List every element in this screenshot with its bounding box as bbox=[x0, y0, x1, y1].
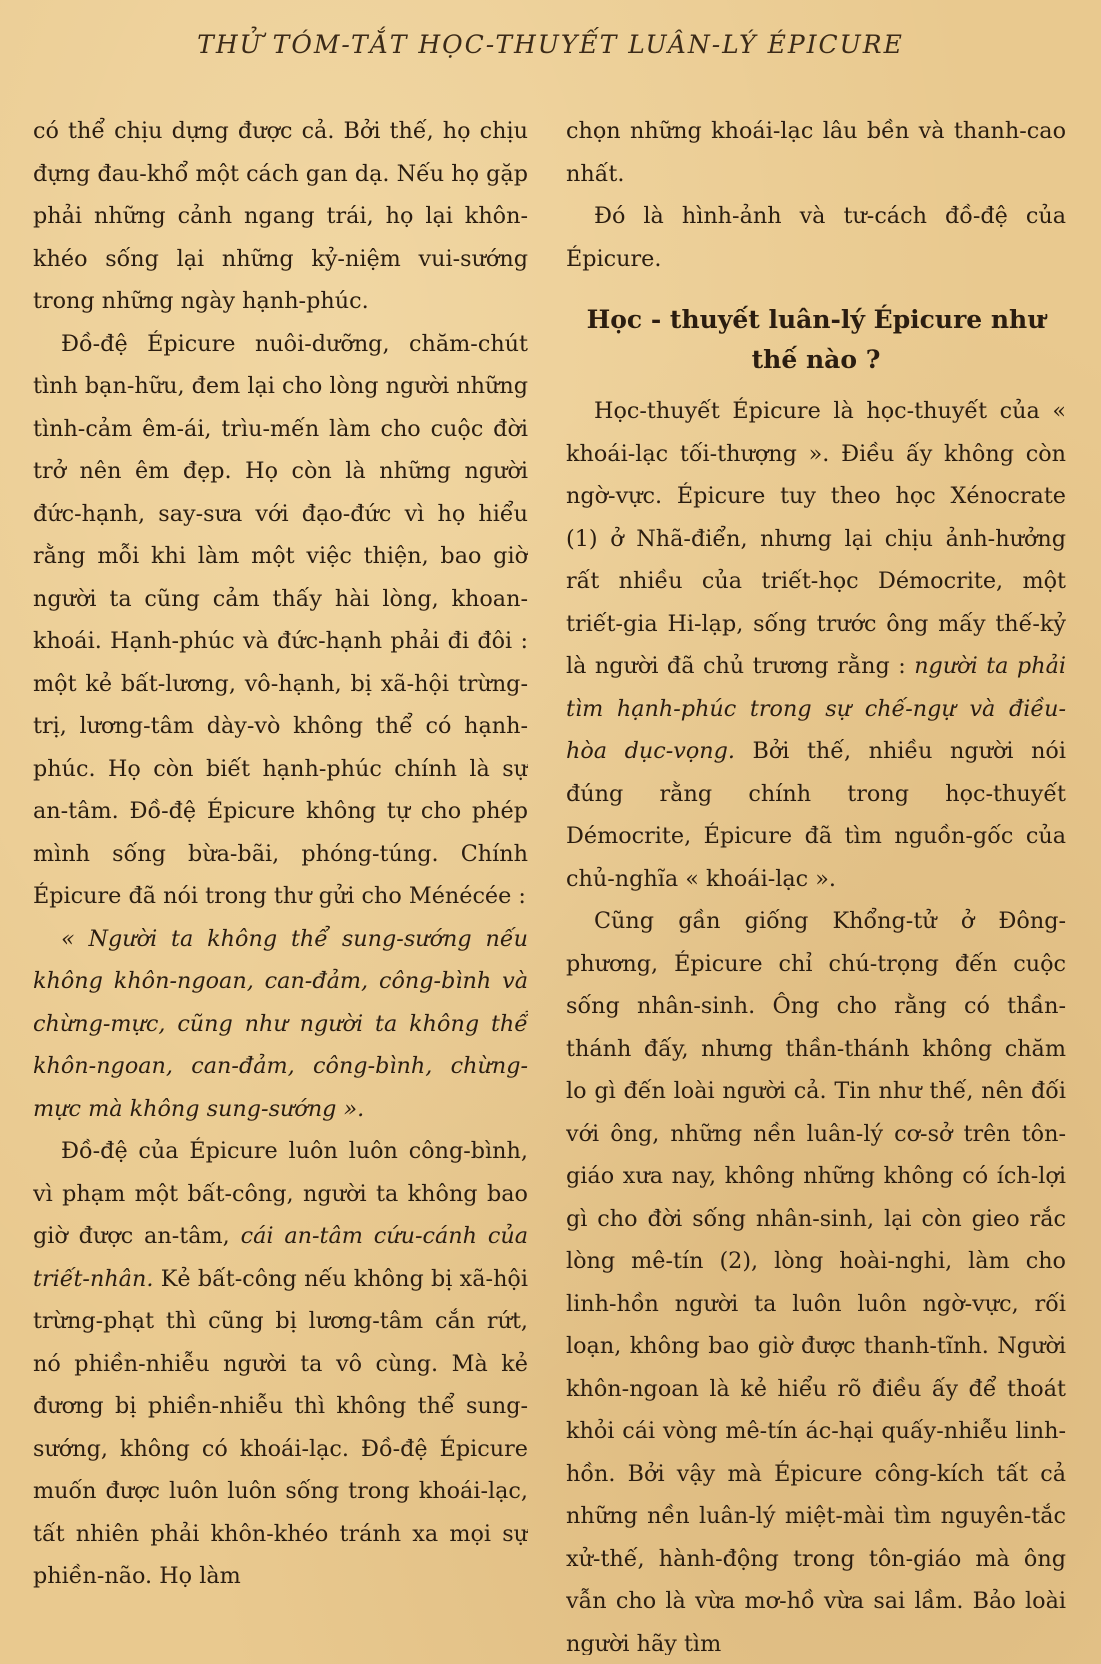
paragraph-text: Đồ-đệ của Épicure luôn luôn công-bình, vì phạm một bất-công, người ta không bao giờ được an-tâm, bbox=[33, 1138, 528, 1249]
emphasis-text: cái an-tâm cứu-cánh của triết-nhân. bbox=[33, 1223, 528, 1292]
paragraph bbox=[33, 1130, 528, 1598]
paragraph-text: Bởi thế, nhiều người nói đúng rằng chính trong học-thuyết Démocrite, Épicure đã tìm nguồn-gốc của chủ-nghĩa « khoái-lạc ». bbox=[566, 738, 1066, 892]
paragraph: Đó là hình-ảnh và tư-cách đồ-đệ của Épicure. bbox=[566, 203, 1066, 272]
paragraph: có thể chịu dựng được cả. Bởi thế, họ chịu đựng đau-khổ một cách gan dạ. Nếu họ gặp phải những cảnh ngang trái, họ lại khôn-khéo sống lại những kỷ-niệm vui-sướng trong những ngày hạnh-phúc. bbox=[33, 118, 528, 314]
left-column bbox=[33, 110, 528, 1655]
paragraph-text: Kẻ bất-công nếu không bị xã-hội trừng-phạt thì cũng bị lương-tâm cắn rứt, nó phiền-nhiễu người ta vô cùng. Mà kẻ đương bị phiền-nhiễu thì không thể sung-sướng, không có khoái-lạc. Đồ-đệ Épicure muốn được luôn luôn sống trong khoái-lạc, tất nhiên phải khôn-khéo tránh xa mọi sự phiền-não. Họ làm bbox=[33, 1265, 528, 1589]
paragraph-text: Học-thuyết Épicure là học-thuyết của « khoái-lạc tối-thượng ». Điều ấy không còn ngờ-vực. Épicure tuy theo học Xénocrate (1) ở Nhã-điển, nhưng lại chịu ảnh-hưởng rất nhiều của triết-học Démocrite, một triết-gia Hi-lạp, sống trước ông mấy thế-kỷ là người đã chủ trương rằng : bbox=[566, 398, 1066, 679]
paragraph bbox=[566, 390, 1066, 900]
emphasis-text: người ta phải tìm hạnh-phúc trong sự chế-ngự và điều-hòa dục-vọng. bbox=[566, 653, 1066, 764]
section-heading: Học - thuyết luân-lý Épicure như thế nào ? bbox=[586, 305, 1046, 374]
quotation: « Người ta không thể sung-sướng nếu không khôn-ngoan, can-đảm, công-bình và chừng-mực, cũng như người ta không thể khôn-ngoan, can-đảm, công-bình, chừng-mực mà không sung-sướng ». bbox=[33, 925, 528, 1122]
right-column bbox=[566, 110, 1066, 1655]
paragraph: Cũng gần giống Khổng-tử ở Đông-phương, Épicure chỉ chú-trọng đến cuộc sống nhân-sinh. Ông cho rằng có thần-thánh đấy, nhưng thần-thánh không chăm lo gì đến loài người cả. Tin như thế, nên đối với ông, những nền luân-lý cơ-sở trên tôn-giáo xưa nay, không những không có ích-lợi gì cho đời sống nhân-sinh, lại còn gieo rắc lòng mê-tín (2), lòng hoài-nghi, làm cho linh-hồn người ta luôn luôn ngờ-vực, rối loạn, không bao giờ được thanh-tĩnh. Người khôn-ngoan là kẻ hiểu rõ điều ấy để thoát khỏi cái vòng mê-tín ác-hại quấy-nhiễu linh-hồn. Bởi vậy mà Épicure công-kích tất cả những nền luân-lý miệt-mài tìm nguyên-tắc xử-thế, hành-động trong tôn-giáo mà ông vẫn cho là vừa mơ-hồ vừa sai lầm. Bảo loài người hãy tìm bbox=[566, 908, 1066, 1655]
paragraph: chọn những khoái-lạc lâu bền và thanh-cao nhất. bbox=[566, 118, 1066, 187]
paragraph: Đồ-đệ Épicure nuôi-dưỡng, chăm-chút tình bạn-hữu, đem lại cho lòng người những tình-cảm êm-ái, trìu-mến làm cho cuộc đời trở nên êm đẹp. Họ còn là những người đức-hạnh, say-sưa với đạo-đức vì họ hiểu rằng mỗi khi làm một việc thiện, bao giờ người ta cũng cảm thấy hài lòng, khoan-khoái. Hạnh-phúc và đức-hạnh phải đi đôi : một kẻ bất-lương, vô-hạnh, bị xã-hội trừng-trị, lương-tâm dày-vò không thể có hạnh-phúc. Họ còn biết hạnh-phúc chính là sự an-tâm. Đồ-đệ Épicure không tự cho phép mình sống bừa-bãi, phóng-túng. Chính Épicure đã nói trong thư gửi cho Ménécée : bbox=[33, 330, 528, 909]
running-title: THỬ TÓM-TẮT HỌC-THUYẾT LUÂN-LÝ ÉPICURE bbox=[197, 30, 904, 59]
